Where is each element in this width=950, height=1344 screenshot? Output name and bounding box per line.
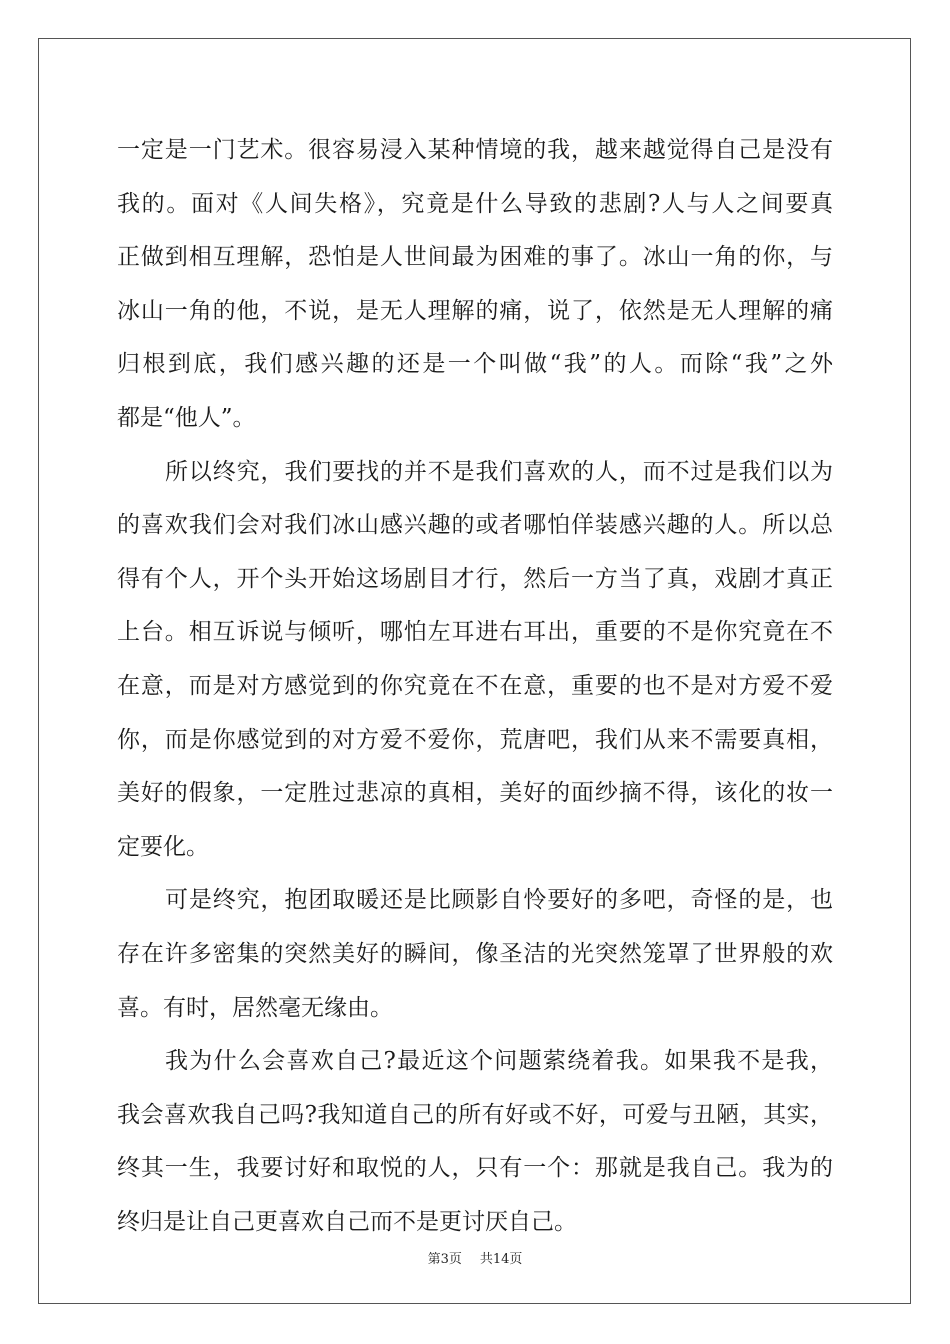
- text-line: 正做到相互理解，恐怕是人世间最为困难的事了。冰山一角的你，与: [117, 244, 833, 271]
- text-line: 在意，而是对方感觉到的你究竟在不在意，重要的也不是对方爱不爱: [117, 672, 833, 699]
- text-line: 我会喜欢我自己吗?我知道自己的所有好或不好，可爱与丑陋，其实，: [117, 1101, 833, 1128]
- page-footer: [0, 1248, 950, 1267]
- text-line: 存在许多密集的突然美好的瞬间，像圣洁的光突然笼罩了世界般的欢: [117, 940, 833, 967]
- text-line: 归根到底，我们感兴趣的还是一个叫做“我”的人。而除“我”之外: [117, 351, 833, 378]
- text-line: 上台。相互诉说与倾听，哪怕左耳进右耳出，重要的不是你究竟在不: [117, 619, 833, 646]
- text-line: 都是“他人”。: [117, 404, 256, 431]
- text-line: 的喜欢我们会对我们冰山感兴趣的或者哪怕佯装感兴趣的人。所以总: [117, 512, 833, 539]
- document-body: [117, 124, 833, 1249]
- text-line: 所以终究，我们要找的并不是我们喜欢的人，而不过是我们以为: [165, 458, 833, 485]
- text-line: 终其一生，我要讨好和取悦的人，只有一个：那就是我自己。我为的: [117, 1155, 833, 1182]
- paragraph-4: [117, 1035, 833, 1249]
- total-pages: 共14页: [479, 1252, 523, 1267]
- current-page-number: 第3页: [427, 1252, 462, 1267]
- paragraph-1: [117, 124, 833, 446]
- paragraph-2: [117, 446, 833, 875]
- text-line: 我的。面对《人间失格》，究竟是什么导致的悲剧?人与人之间要真: [117, 190, 833, 217]
- text-line: 美好的假象，一定胜过悲凉的真相，美好的面纱摘不得，该化的妆一: [117, 780, 833, 807]
- text-line: 喜。有时，居然毫无缘由。: [117, 994, 393, 1021]
- text-line: 终归是让自己更喜欢自己而不是更讨厌自己。: [117, 1208, 577, 1235]
- text-line: 你，而是你感觉到的对方爱不爱你，荒唐吧，我们从来不需要真相，: [117, 726, 833, 753]
- text-line: 定要化。: [117, 833, 209, 860]
- text-line: 我为什么会喜欢自己?最近这个问题萦绕着我。如果我不是我，: [165, 1048, 833, 1075]
- text-line: 冰山一角的他，不说，是无人理解的痛，说了，依然是无人理解的痛: [117, 297, 833, 324]
- text-line: 一定是一门艺术。很容易浸入某种情境的我，越来越觉得自己是没有: [117, 137, 833, 163]
- paragraph-3: [117, 874, 833, 1035]
- text-line: 可是终究，抱团取暖还是比顾影自怜要好的多吧，奇怪的是，也: [165, 887, 833, 914]
- text-line: 得有个人，开个头开始这场剧目才行，然后一方当了真，戏剧才真正: [117, 565, 833, 592]
